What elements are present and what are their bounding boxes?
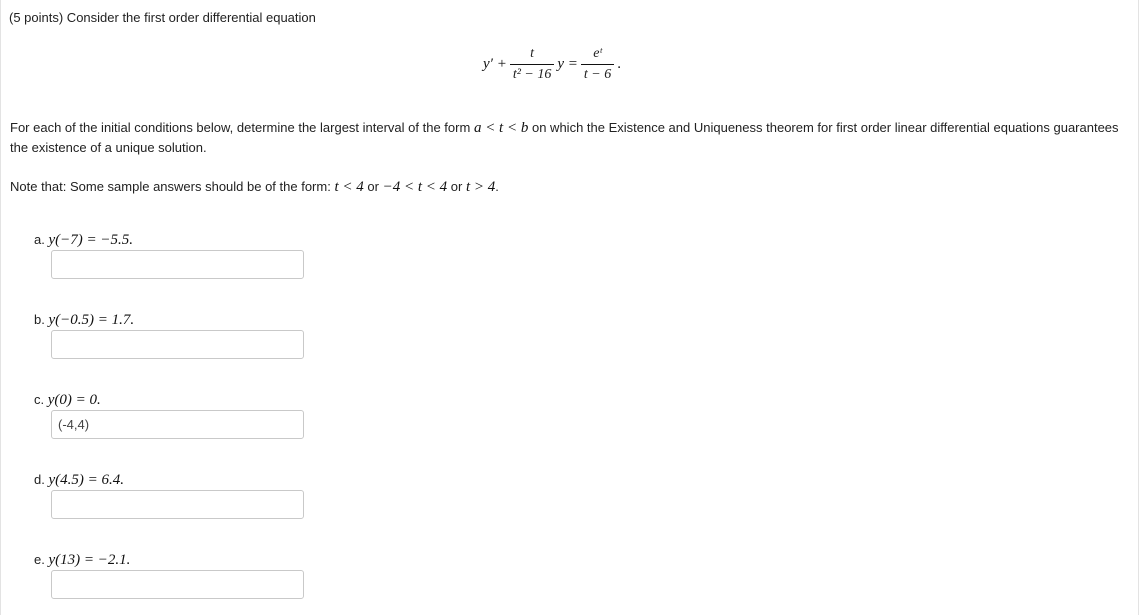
part-d-letter: d.	[34, 472, 45, 487]
equation-lhs-end: y =	[557, 55, 578, 72]
interval-form-math: a < t < b	[473, 120, 529, 136]
fraction1-numerator: t	[530, 45, 535, 61]
part-e-label	[34, 550, 130, 570]
part-c-answer-input[interactable]	[51, 410, 304, 439]
part-d-answer-input[interactable]	[51, 490, 304, 519]
part-e-letter: e.	[34, 552, 45, 567]
fraction1-denominator: t² − 16	[510, 64, 555, 83]
part-c-label	[34, 390, 101, 410]
sample-answer-note	[10, 177, 499, 197]
note-or-1: or	[367, 179, 379, 194]
note-example-2: −4 < t < 4	[382, 179, 448, 195]
part-a-letter: a.	[34, 232, 45, 247]
fraction2-denominator: t − 6	[581, 64, 614, 83]
part-a-label	[34, 230, 133, 250]
note-example-3: t > 4	[465, 179, 496, 195]
part-b-letter: b.	[34, 312, 45, 327]
part-a-condition: y(−7) = −5.5.	[48, 232, 133, 248]
part-e-answer-input[interactable]	[51, 570, 304, 599]
part-c	[34, 390, 101, 410]
fraction-et-over-t-6	[581, 46, 614, 83]
note-example-1: t < 4	[334, 179, 364, 195]
part-e	[34, 550, 130, 570]
part-b-label	[34, 310, 134, 330]
fraction-t-over-t2-16	[510, 46, 555, 83]
part-e-condition: y(13) = −2.1.	[48, 552, 131, 568]
part-b-answer-input[interactable]	[51, 330, 304, 359]
instructions-before: For each of the initial conditions below, determine the largest interval of the form	[10, 120, 471, 135]
instructions-paragraph	[10, 118, 1120, 158]
instructions-after: on which the Existence and Uniqueness theorem for first order linear differential equations guarantees the existence of a unique solution.	[10, 120, 1119, 155]
equation-period: .	[617, 55, 621, 72]
part-b	[34, 310, 134, 330]
note-end: .	[495, 179, 499, 194]
part-d-label	[34, 470, 124, 490]
part-c-condition: y(0) = 0.	[47, 392, 101, 408]
part-d	[34, 470, 124, 490]
part-c-letter: c.	[34, 392, 45, 407]
fraction2-numerator: eᵗ	[593, 45, 602, 61]
part-d-condition: y(4.5) = 6.4.	[48, 472, 124, 488]
part-a	[34, 230, 133, 250]
differential-equation	[483, 40, 621, 88]
part-a-answer-input[interactable]	[51, 250, 304, 279]
part-b-condition: y(−0.5) = 1.7.	[48, 312, 135, 328]
note-prefix: Note that: Some sample answers should be of the form:	[10, 179, 331, 194]
note-or-2: or	[450, 179, 463, 194]
problem-intro: (5 points) Consider the first order differential equation	[9, 10, 316, 25]
equation-lhs-start: y′ +	[483, 55, 507, 72]
